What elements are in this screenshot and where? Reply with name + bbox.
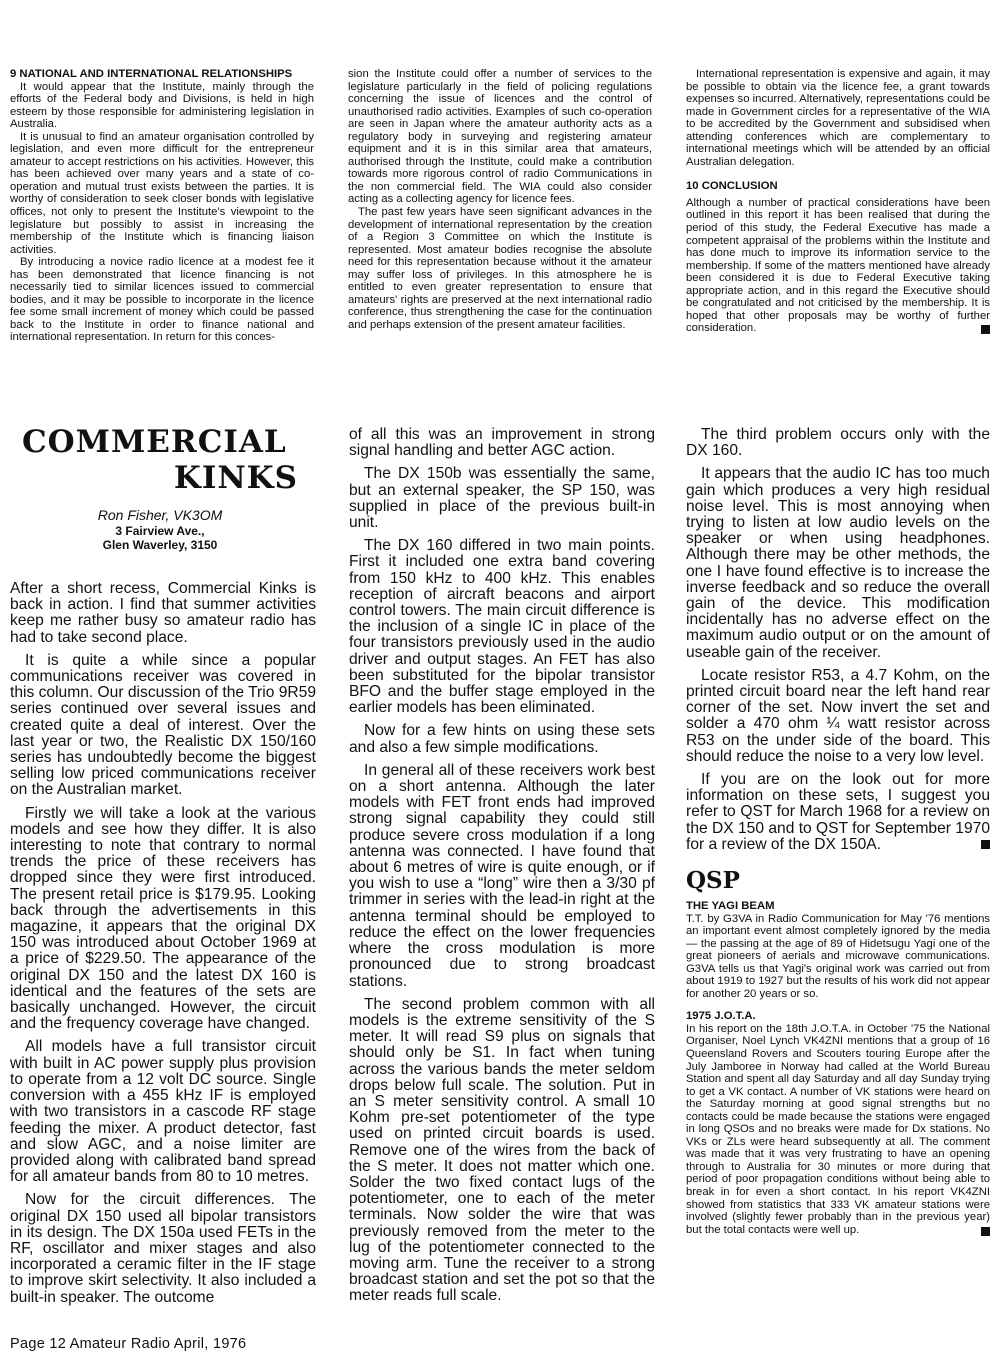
article-title-block	[22, 424, 298, 552]
paragraph: The past few years have seen significant advances in the development of international representation by the creation of a Region 3 Committee on which the Institute is represented. Most amateur bodies recognise the absolute need for this representation because without it the amateur may suffer loss of privileges. In this atmosphere he is entitled to even greater representation to ensure that amateurs' rights are preserved at the next international radio conference, thus strengthening the case for the continuation and perhaps extension of the present amateur facilities.	[348, 206, 652, 331]
article-column-1	[10, 581, 316, 1313]
conclusion-text: Although a number of practical considerations have been outlined in this report it has been realised that during the period of this study, the Federal Executive has made a competent appraisal of the problems within the Institute and has done much to improve its information service to the membership. If some of the matters mentioned have already been considered it is due to Federal Executive taking appropriate action, and in this regard the Executive should be congratulated and not criticised by the membership. It is hoped that other proposals may be worthy of further consideration.	[686, 196, 990, 335]
paragraph: Now for a few hints on using these sets and also a few simple modifications.	[349, 722, 655, 756]
section-9-continued-column	[348, 68, 652, 331]
paragraph: of all this was an improvement in strong signal handling and better AGC action.	[349, 426, 655, 460]
end-mark-icon	[981, 1227, 990, 1236]
author-address-line-2: Glen Waverley, 3150	[102, 538, 218, 552]
paragraph: After a short recess, Commercial Kinks is back in action. I find that summer activities keep me rather busy so amateur radio has had to take second place.	[10, 580, 316, 646]
yagi-beam-heading: THE YAGI BEAM	[686, 900, 775, 912]
qsp-title: QSP	[686, 867, 740, 894]
jota-paragraph	[686, 1023, 990, 1236]
paragraph: All models have a full transistor circuit with built in AC power supply plus provision to operate from a 12 volt DC source. Single conversion with a 455 kHz IF is employed with two transistors in a cascode RF stage feeding the mixer. A product detector, fast and slow AGC, and a noise limiter are provided along with calibrated band spread for all amateur bands from 80 to 10 metres.	[10, 1038, 316, 1186]
paragraph: In general all of these receivers work best on a short antenna. Although the later models with FET front ends had improved strong signal capability they could still produce severe cross modulation if a long antenna was connected. I have found that about 6 metres of wire is quite enough, or if you wish to use a “long” wire then a 3/30 pf trimmer in series with the lead-in right at the antenna terminal should be employed to reduce the effect on the lower frequencies where the cross modulation is more pronounced due to strong broadcast stations.	[349, 761, 655, 990]
paragraph: It is quite a while since a popular communications receiver was covered in this column. Our discussion of the Trio 9R59 series continued over several issues and created quite a deal of interest. Over the last year or two, the Realistic DX 150/160 series has undoubtedly become the biggest selling low priced communications receiver on the Australian market.	[10, 651, 316, 799]
end-mark-icon	[981, 840, 990, 849]
paragraph: International representation is expensive and again, it may be possible to obtain via the licence fee, a grant towards expenses so incurred. Alternatively, representations could be made in Government circles for a representative of the WIA to be accredited by the Government and subsidised when attending conferences which are complementary to international meetings which will be attended by an official Australian delegation.	[686, 68, 990, 168]
paragraph: It is unusual to find an amateur organisation controlled by legislation, and even more difficult for the entrepreneur amateur to accept restrictions on his activities. However, this has been achieved over many years and a state of co-operation and mutual trust exists between the parties. It is worthy of consideration to seek closer bonds with legislative offices, not only to present the Institute's viewpoint to the legislature but possibly to assist in increasing the membership of the Institute which is financing liaison activities.	[10, 130, 314, 256]
jota-text: In his report on the 18th J.O.T.A. in October '75 the National Organiser, Noel Lynch VK4ZNI mentions that a group of 16 Queensland Rovers and Scouters touring Europe after the July Jamboree in Norway had called at the World Bureau Station and spent all day Saturday and all day Sunday trying to get a VK contact. A number of VK stations were heard on the Saturday morning at good signal strengths but no contacts could be made because the stations were engaged in long QSOs and no breaks were made for Dx stations. No VKs or ZLs were heard subsequently at all. The comment was made that it was very frustrating to have an opening through to Australia for 30 minutes or more during that period of poor propagation conditions without being able to break in for even a short contact. In his report VK4ZNI showed from statistics that 333 VK amateur stations were involved (slightly fewer probably than in the previous year) but the total contacts were well up.	[686, 1022, 990, 1236]
author-address-line-1: 3 Fairview Ave.,	[115, 524, 205, 538]
paragraph: It would appear that the Institute, mainly through the efforts of the Federal body and Divisions, is held in high esteem by those responsible for administering legislation in Australia.	[10, 80, 314, 131]
qsp-section	[686, 868, 990, 1236]
paragraph: The DX 150b was essentially the same, but an external speaker, the SP 150, was supplied in place of the previous built-in unit.	[349, 465, 655, 532]
article-title-line-2: KINKS	[173, 460, 298, 496]
jota-heading: 1975 J.O.T.A.	[686, 1010, 756, 1023]
closing-text: If you are on the look out for more information on these sets, I suggest you refer to QST for March 1968 for a review on the DX 150 and to QST for September 1970 for a review of the DX 150A.	[686, 771, 990, 853]
paragraph: Firstly we will take a look at the various models and see how they differ. It is also interesting to note that contrary to normal trends the price of these receivers has dropped since they were first introduced. The present retail price is $179.95. Looking back through the advertisements in this magazine, it appears that the original DX 150 was introduced about October 1969 at a price of $229.50. The appearance of the original DX 150 and the latest DX 160 is identical and the features of the sets are basically unchanged. However, the circuit and the frequency coverage have changed.	[10, 804, 316, 1033]
article-column-3	[686, 427, 990, 860]
paragraph: Now for the circuit differences. The original DX 150 used all bipolar transistors in its design. The DX 150a used FETs in the RF, oscillator and mixer stages and also incorporated a ceramic filter in the IF stage to improve skirt selectivity. It also included a built-in speaker. The outcome	[10, 1191, 316, 1306]
article-title-line-1: COMMERCIAL	[22, 424, 287, 460]
paragraph: The second problem common with all models is the extreme sensitivity of the S meter. It will read S9 plus on signals that should only be S1. In fact when tuning across the various bands the meter seldom drops below full scale. The solution. Put in an S meter sensitivity control. A small 10 Kohm pre-set potentiometer of the type used on printed circuit boards is used. Remove one of the wires from the back of the S meter. It does not matter which one. Solder the two fixed contact lugs of the potentiometer, one to each of the meter terminals. Now solder the wire that was previously removed from the meter to the lug of the potentiometer connected to the moving arm. Tune the receiver to a strong broadcast station and set the pot so that the meter reads full scale.	[349, 995, 655, 1305]
paragraph: sion the Institute could offer a number of services to the legislature particularly in the field of policing regulations concerning the issue of licences and the control of unauthorised radio activities. Examples of such co-operation are seen in Japan where the amateur authority acts as a regulatory body in surveying and registering amateur equipment and it is in this similar area that amateurs, authorised through the Institute, could make a contribution towards more rigorous control of radio Communications in the non commercial field. The WIA could also consider acting as a collecting agency for licence fees.	[348, 68, 652, 206]
paragraph: Locate resistor R53, a 4.7 Kohm, on the printed circuit board near the left hand rear corner of the set. Now invert the set and solder a 470 ohm ¼ watt resistor across R53 on the under side of the board. This should reduce the noise to a very low level.	[686, 666, 990, 765]
section-9-column	[10, 68, 314, 344]
paragraph	[686, 772, 990, 853]
paragraph: It appears that the audio IC has too much gain which produces a very high residual noise level. This is most annoying when trying to listen at low audio levels on the speaker or when using headphones. Although there may be other methods, the one I have found effective is to increase the inverse feedback and so reduce the overall gain of the device. This modification incidentally has no adverse effect on the maximum audio output or on the amount of useable gain of the receiver.	[686, 465, 990, 661]
page-footer: Page 12 Amateur Radio April, 1976	[10, 1336, 247, 1352]
paragraph: The DX 160 differed in two main points. First it included one extra band covering from 150 kHz to 400 kHz. This enables reception of aircraft beacons and airport control towers. The main circuit difference is the inclusion of a single IC in place of the four transistors previously used in the audio driver and output stages. An FET has also been substituted for the bipolar transistor BFO and the buffer stage employed in the earlier models has been eliminated.	[349, 537, 655, 717]
conclusion-heading: 10 CONCLUSION	[686, 180, 778, 193]
conclusion-column	[686, 68, 990, 335]
paragraph: By introducing a novice radio licence at a modest fee it has been demonstrated that licence financing is not necessarily tied to similar licences issued to commercial bodies, and it may be possible to incorporate in the licence fee some small increment of money which could be passed back to the Institute in order to finance national and international representation. In return for this conces-	[10, 256, 314, 344]
author-name: Ron Fisher, VK3OM	[97, 507, 223, 523]
byline	[22, 506, 298, 552]
yagi-beam-text: T.T. by G3VA in Radio Communication for May '76 mentions an important event almost completely ignored by the media — the passing at the age of 89 of Hidetsugu Yagi one of the great pioneers of aerials and microwave communications. G3VA tells us that Yagi's original work was carried out from about 1919 to 1927 but the results of his work did not appear for another 20 years or so.	[686, 912, 990, 1000]
paragraph: The third problem occurs only with the DX 160.	[686, 426, 990, 460]
paragraph	[686, 197, 990, 335]
end-mark-icon	[981, 325, 990, 334]
article-column-2	[349, 427, 655, 1312]
section-9-heading: 9 NATIONAL AND INTERNATIONAL RELATIONSHIPS	[10, 68, 293, 80]
